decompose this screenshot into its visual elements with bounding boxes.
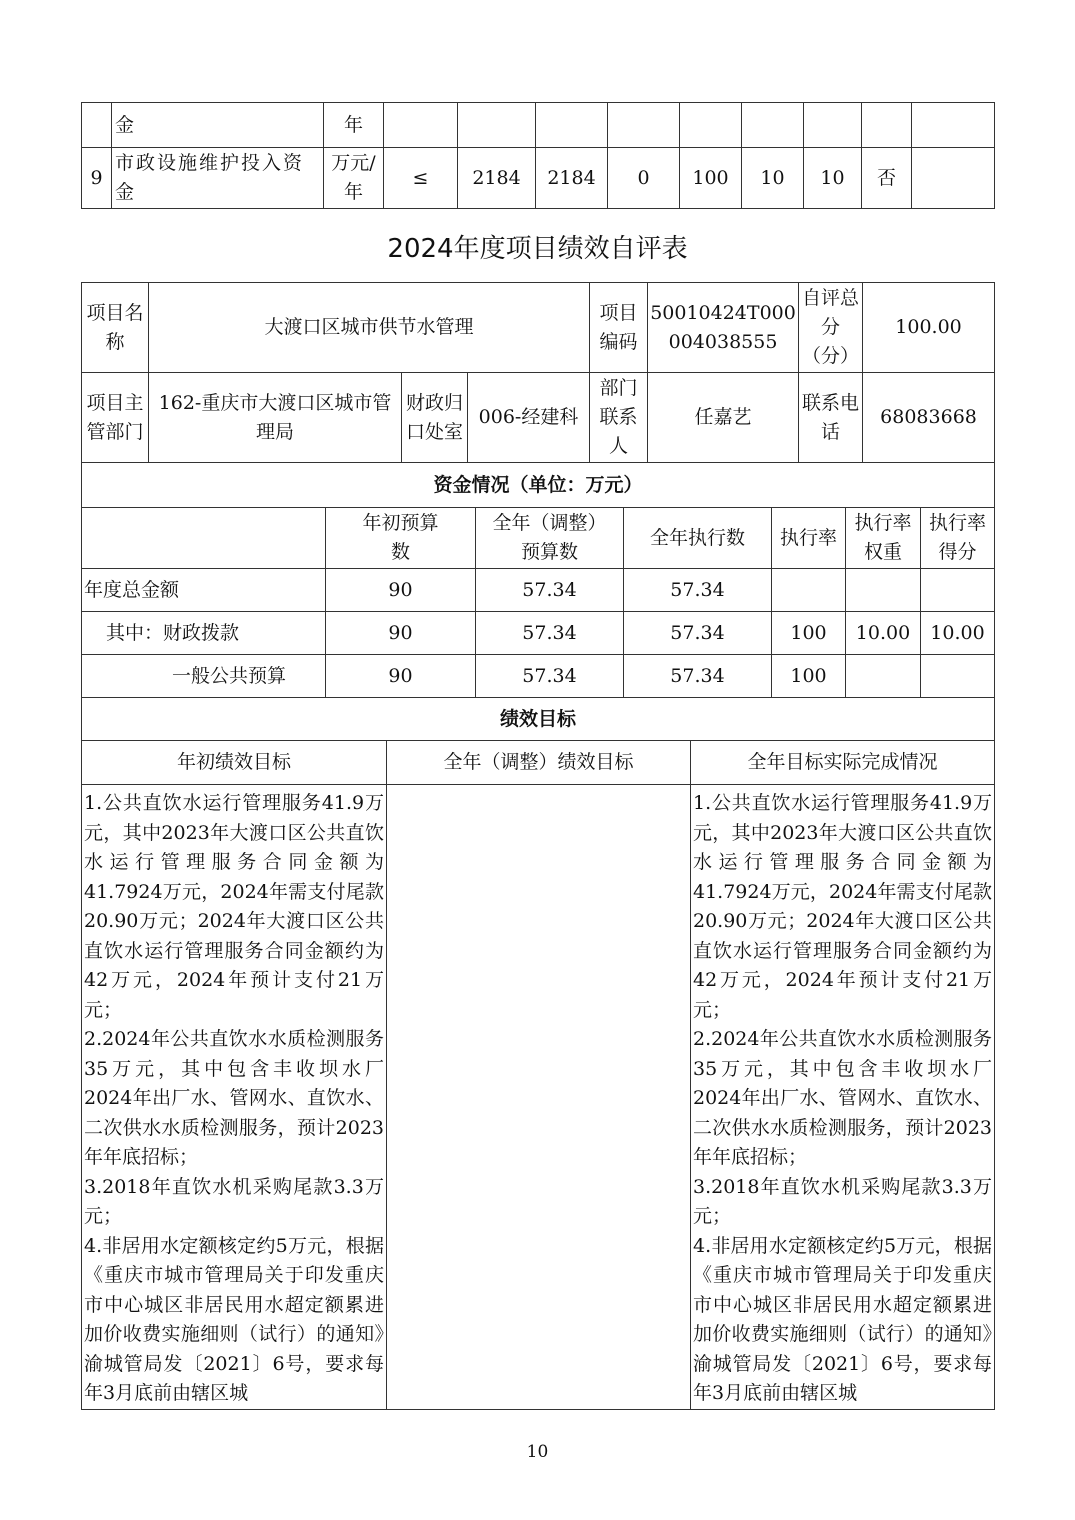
contact-label: 部门联系人 xyxy=(590,373,648,463)
initial-goals-text: 1.公共直饮水运行管理服务41.9万元，其中2023年大渡口区公共直饮水运行管理服务合同金额为41.7924万元，2024年需支付尾款20.90万元；2024年大渡口区公共直饮水运行管理服务合同金额约为42万元，2024年预计支付21万元； 2.2024年公共直饮水水质检测服务35万元，其中包含丰收坝水厂2024年出厂水、管网水、直饮水、二次供水水质检测服务，预计2023年年底招标； 3.2018年直饮水机采购尾款3.3万元； 4.非居用水定额核定约5万元，根据《重庆市城市管理局关于印发重庆市中心城区非居民用水超定额累进加价收费实施细则（试行）的通知》渝城管局发〔2021〕6号，要求每年3月底前由辖区城 xyxy=(82,785,387,1410)
funds-cell: 90 xyxy=(326,655,476,698)
indicator-flag xyxy=(862,103,912,148)
table-row xyxy=(82,612,995,655)
indicator-unit: 万元/年 xyxy=(324,148,384,209)
funds-cell: 57.34 xyxy=(476,612,624,655)
table-row xyxy=(82,785,995,1410)
indicator-value xyxy=(804,103,862,148)
indicator-operator: ≤ xyxy=(384,148,458,209)
funds-cell: 57.34 xyxy=(624,569,772,612)
project-code-label: 项目编码 xyxy=(590,283,648,373)
funds-header: 全年执行数 xyxy=(624,508,772,569)
funds-header: 年初预算数 xyxy=(326,508,476,569)
indicator-name: 市政设施维护投入资金 xyxy=(112,148,324,209)
indicator-value: 100 xyxy=(680,148,742,209)
funds-cell: 57.34 xyxy=(624,612,772,655)
indicator-value: 2184 xyxy=(458,148,536,209)
score-label: 自评总分（分） xyxy=(799,283,863,373)
project-name-label: 项目名称 xyxy=(82,283,149,373)
indicator-unit: 年 xyxy=(324,103,384,148)
table-row xyxy=(82,373,995,463)
indicator-flag: 否 xyxy=(862,148,912,209)
indicator-value: 10 xyxy=(804,148,862,209)
funds-cell xyxy=(772,569,846,612)
indicator-operator xyxy=(384,103,458,148)
table-row xyxy=(82,103,995,148)
table-row xyxy=(82,148,995,209)
funds-header: 执行率权重 xyxy=(846,508,921,569)
row-number: 9 xyxy=(82,148,112,209)
funds-cell: 10.00 xyxy=(921,612,995,655)
funds-cell: 57.34 xyxy=(476,569,624,612)
indicator-value xyxy=(536,103,608,148)
funds-header: 全年（调整）预算数 xyxy=(476,508,624,569)
contact: 任嘉艺 xyxy=(648,373,799,463)
funds-cell: 57.34 xyxy=(624,655,772,698)
table-row xyxy=(82,463,995,508)
funds-cell xyxy=(921,569,995,612)
indicator-name: 金 xyxy=(112,103,324,148)
phone-label: 联系电话 xyxy=(799,373,863,463)
goals-header: 年初绩效目标 xyxy=(82,741,387,785)
funds-section-title: 资金情况（单位：万元） xyxy=(82,463,995,508)
finance-label: 财政归口处室 xyxy=(402,373,468,463)
goals-section-title: 绩效目标 xyxy=(82,698,995,741)
indicator-value xyxy=(608,103,680,148)
adjusted-goals-text xyxy=(387,785,691,1410)
indicator-value xyxy=(458,103,536,148)
table-row xyxy=(82,741,995,785)
dept-label: 项目主管部门 xyxy=(82,373,149,463)
indicator-remark xyxy=(912,103,995,148)
funds-table xyxy=(81,462,995,741)
indicator-value: 2184 xyxy=(536,148,608,209)
indicator-value xyxy=(742,103,804,148)
page-number: 10 xyxy=(526,1442,549,1462)
funds-cell: 90 xyxy=(326,569,476,612)
funds-cell: 90 xyxy=(326,612,476,655)
performance-goals-table xyxy=(81,740,995,1410)
finance: 006-经建科 xyxy=(468,373,590,463)
table-row xyxy=(82,283,995,373)
indicator-value: 10 xyxy=(742,148,804,209)
indicator-value xyxy=(680,103,742,148)
table-row xyxy=(82,655,995,698)
actual-completion-text: 1.公共直饮水运行管理服务41.9万元，其中2023年大渡口区公共直饮水运行管理服务合同金额为41.7924万元，2024年需支付尾款20.90万元；2024年大渡口区公共直饮水运行管理服务合同金额约为42万元，2024年预计支付21万元； 2.2024年公共直饮水水质检测服务35万元，其中包含丰收坝水厂2024年出厂水、管网水、直饮水、二次供水水质检测服务，预计2023年年底招标； 3.2018年直饮水机采购尾款3.3万元； 4.非居用水定额核定约5万元，根据《重庆市城市管理局关于印发重庆市中心城区非居民用水超定额累进加价收费实施细则（试行）的通知》渝城管局发〔2021〕6号，要求每年3月底前由辖区城 xyxy=(691,785,995,1410)
funds-cell xyxy=(846,655,921,698)
funds-header-blank xyxy=(82,508,326,569)
funds-cell: 100 xyxy=(772,655,846,698)
goals-header: 全年目标实际完成情况 xyxy=(691,741,995,785)
indicator-remark xyxy=(912,148,995,209)
funds-header: 执行率 xyxy=(772,508,846,569)
project-name: 大渡口区城市供节水管理 xyxy=(149,283,590,373)
page-title: 2024年度项目绩效自评表 xyxy=(387,234,688,264)
funds-row-label: 其中：财政拨款 xyxy=(82,612,326,655)
goals-header: 全年（调整）绩效目标 xyxy=(387,741,691,785)
indicator-table-continuation xyxy=(81,102,995,209)
funds-cell xyxy=(921,655,995,698)
phone: 68083668 xyxy=(863,373,995,463)
dept: 162-重庆市大渡口区城市管理局 xyxy=(149,373,402,463)
project-info-table xyxy=(81,282,995,463)
funds-cell xyxy=(846,569,921,612)
score: 100.00 xyxy=(863,283,995,373)
indicator-value: 0 xyxy=(608,148,680,209)
funds-header: 执行率得分 xyxy=(921,508,995,569)
funds-cell: 57.34 xyxy=(476,655,624,698)
table-row xyxy=(82,569,995,612)
funds-row-label: 年度总金额 xyxy=(82,569,326,612)
project-code: 50010424T000004038555 xyxy=(648,283,799,373)
table-row xyxy=(82,698,995,741)
funds-cell: 100 xyxy=(772,612,846,655)
funds-row-label: 一般公共预算 xyxy=(82,655,326,698)
funds-cell: 10.00 xyxy=(846,612,921,655)
table-row xyxy=(82,508,995,569)
row-number xyxy=(82,103,112,148)
